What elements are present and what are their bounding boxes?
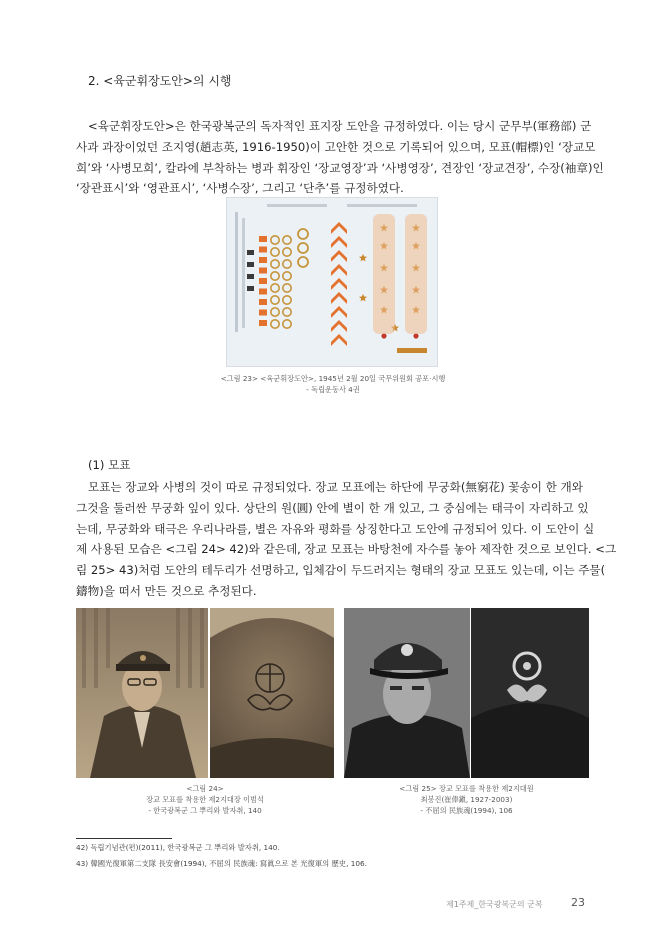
subsection-heading: (1) 모표	[88, 458, 131, 472]
photo-officer-portrait	[76, 608, 208, 778]
intro-line: <육군휘장도안>은 한국광복군의 독자적인 표지장 도안을 규정하였다. 이는 당시 군무부(軍務部) 군	[88, 119, 592, 133]
insignia-glyph	[259, 310, 267, 316]
insignia-glyph	[259, 289, 267, 295]
insignia-ring	[298, 257, 308, 267]
body-line: 제 사용된 모습은 <그림 24> 42)와 같은데, 장교 모표는 바탕천에 자수를 놓아 제작한 것으로 보인다. <그	[76, 542, 617, 557]
insignia-chevron	[331, 222, 347, 234]
intro-paragraph	[76, 116, 604, 199]
insignia-chevron	[331, 236, 347, 248]
insignia-glyph	[259, 299, 267, 305]
footnote-42: 42) 독립기념관(편)(2011), 한국광복군 그 뿌리와 발자취, 140.	[76, 843, 280, 852]
figure23-caption	[200, 373, 466, 395]
insignia-chevron	[331, 250, 347, 262]
insignia-chevron	[331, 264, 347, 276]
insignia-chevron	[331, 292, 347, 304]
insignia-star	[359, 294, 367, 302]
figure25-caption-line1: <그림 25> 장교 모표를 착용한 제2지대원	[399, 784, 534, 793]
insignia-ring	[271, 320, 279, 328]
figure24-caption	[76, 783, 334, 816]
insignia-ring	[283, 284, 291, 292]
photo-cast-badge-closeup	[471, 608, 589, 778]
body-line: 림 25> 43)처럼 도안의 테두리가 선명하고, 입체감이 두드러지는 형태의 장교 모표도 있는데, 이는 주물(	[76, 563, 606, 578]
section-heading: 2. <육군휘장도안>의 시행	[88, 74, 232, 88]
subsection-paragraph	[76, 477, 617, 602]
intro-line: 사과 과장이었던 조지영(趙志英, 1916-1950)이 고안한 것으로 기록되어 있으며, 모표(帽標)인 ‘장교모	[76, 139, 596, 154]
insignia-ring	[271, 296, 279, 304]
insignia-glyph	[259, 320, 267, 326]
intro-line: ‘장관표시’와 ‘영관표시’, ‘사병수장’, 그리고 ‘단추’를 규정하였다.	[76, 181, 404, 196]
insignia-ring	[283, 296, 291, 304]
figure24-caption-line3: - 한국광복군 그 뿌리와 발자취, 140	[148, 806, 262, 815]
body-line: 는데, 무궁화와 태극은 우리나라를, 별은 자유와 평화를 상징한다고 도안에 규정되어 있다. 이 도안이 실	[76, 521, 595, 536]
insignia-glyph	[259, 278, 267, 284]
intro-line: 희’와 ‘사병모희’, 칼라에 부착하는 병과 휘장인 ‘장교영장’과 ‘사병영장’, 견장인 ‘장교견장’, 수장(袖章)인	[76, 160, 604, 175]
body-line: 그것을 둘러싼 무궁화 잎이 있다. 상단의 원(圓) 안에 별이 한 개 있고, 그 중심에는 태극이 자리하고 있	[76, 500, 589, 515]
insignia-glyph	[259, 247, 267, 253]
page-number: 23	[571, 896, 585, 909]
footnote-divider	[76, 838, 172, 839]
insignia-chevron	[331, 320, 347, 332]
insignia-bar	[397, 348, 427, 353]
insignia-ring	[283, 272, 291, 280]
footer-chapter-label: 제1주제_한국광복군의 군복	[446, 900, 543, 909]
figure23-caption-line2: - 독립운동사 4권	[306, 385, 360, 394]
insignia-glyph	[259, 268, 267, 274]
insignia-design-illustration	[227, 198, 438, 367]
insignia-ring	[271, 260, 279, 268]
insignia-ring	[271, 248, 279, 256]
body-line: 鑄物)을 떠서 만든 것으로 추정된다.	[76, 583, 257, 598]
insignia-ring	[271, 236, 279, 244]
insignia-ring	[271, 284, 279, 292]
insignia-red-mark	[381, 333, 386, 338]
figure24-caption-line1: <그림 24>	[186, 784, 224, 793]
body-line: 모표는 장교와 사병의 것이 따로 규정되었다. 장교 모표에는 하단에 무궁화(無窮花) 꽃송이 한 개와	[88, 480, 583, 494]
insignia-glyph	[259, 257, 267, 263]
insignia-chevron	[331, 306, 347, 318]
figure24-caption-line2: 장교 모표를 착용한 제2지대장 이범석	[146, 795, 264, 804]
insignia-star	[359, 254, 367, 262]
photo-cap-badge-closeup	[210, 608, 334, 778]
shoulder-board	[373, 214, 395, 334]
figure25-caption-line2: 최봉진(崔俸鎭, 1927-2003)	[420, 795, 513, 804]
insignia-ring	[283, 308, 291, 316]
insignia-red-mark	[413, 333, 418, 338]
insignia-glyph	[259, 236, 267, 242]
insignia-ring	[283, 260, 291, 268]
footnote-43: 43) 韓國光復軍第二支隊 長安會(1994), 不屈의 民族魂: 寫眞으로 본 光復軍의 歷史, 106.	[76, 859, 367, 868]
insignia-ring	[283, 320, 291, 328]
insignia-ring	[298, 243, 308, 253]
insignia-ring	[298, 229, 308, 239]
figure25-caption	[344, 783, 589, 816]
photo-soldier-portrait	[344, 608, 470, 778]
insignia-ring	[271, 272, 279, 280]
insignia-ring	[283, 236, 291, 244]
insignia-ring	[283, 248, 291, 256]
insignia-design-diagram	[226, 197, 438, 367]
insignia-chevron	[331, 334, 347, 346]
figure23-caption-line1: <그림 23> <육군휘장도안>, 1945년 2월 20일 국무위원회 공포·시행	[220, 374, 446, 383]
shoulder-board	[405, 214, 427, 334]
insignia-ring	[271, 308, 279, 316]
insignia-chevron	[331, 278, 347, 290]
figure25-caption-line3: - 不屈의 民族魂(1994), 106	[420, 806, 513, 815]
